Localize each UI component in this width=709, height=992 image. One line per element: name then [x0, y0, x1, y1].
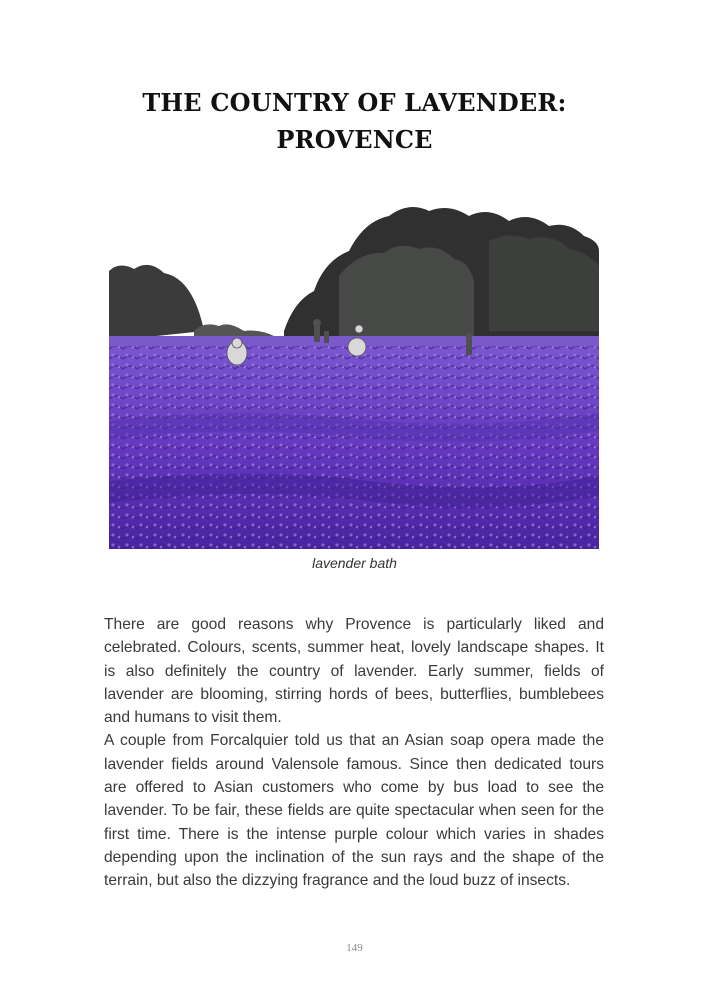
- photo-caption: lavender bath: [312, 555, 397, 571]
- body-text: [104, 613, 604, 893]
- lavender-field-photo: [109, 181, 599, 549]
- title-line-2: PROVENCE: [276, 125, 433, 154]
- paragraph-2: A couple from Forcalquier told us that an Asian soap opera made the lavender fields around Valensole famous. Since then dedicated tours are offered to Asian customers who come by bus load to see the lavender. To be fair, these fields are quite spectacular when seen for the first time. There is the intense purple colour which varies in shades depending upon the inclination of the sun rays and the shape of the terrain, but also the dizzying fragrance and the loud buzz of insects.: [104, 732, 604, 890]
- page-title: [60, 84, 649, 158]
- title-line-1: THE COUNTRY OF LAVENDER:: [142, 88, 567, 117]
- page-number: 149: [346, 942, 363, 954]
- paragraph-1: There are good reasons why Provence is particularly liked and celebrated. Colours, scents, summer heat, lovely landscape shapes. It is also definitely the country of lavender. Early summer, fields of lavender are blooming, stirring hords of bees, butterflies, bumblebees and humans to visit them.: [104, 616, 604, 727]
